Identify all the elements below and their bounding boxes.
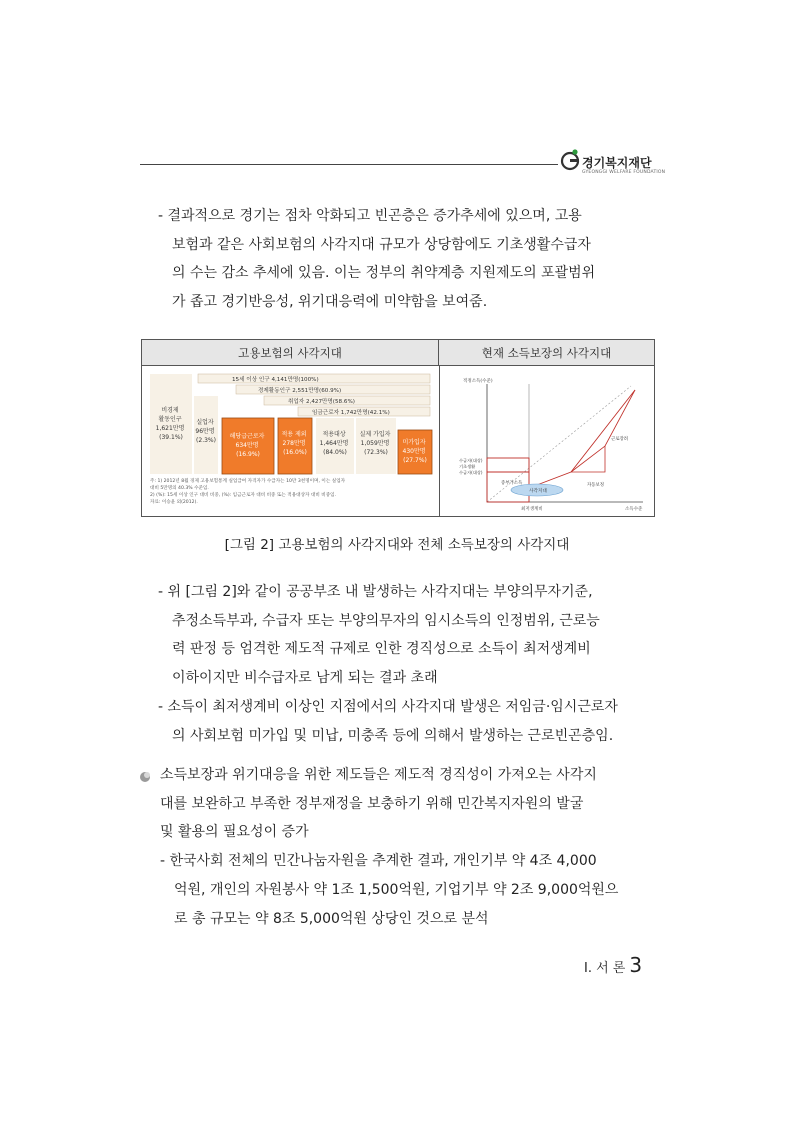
text-line: 의 수는 감소 추세에 있음. 이는 정부의 취약계층 지원제도의 포괄범위 — [172, 265, 596, 282]
text-line: 추정소득부과, 수급자 또는 부양의무자의 임시소득의 인정범위, 근로능 — [172, 612, 600, 629]
covered-label: 적용대상 1,464만명 (84.0%) — [319, 431, 349, 456]
y-axis-label: 적정소득(수준) — [463, 379, 493, 384]
x-axis-label: 소득수준 — [625, 507, 643, 512]
header-rule — [140, 164, 558, 165]
text-line: 보험과 같은 사회보험의 사각지대 규모가 상당함에도 기초생활수급자 — [172, 236, 591, 253]
area-label-1: 증부가소득 — [501, 481, 523, 486]
inactive-label: 비경제 활동인구 1,621만명 (39.1%) — [155, 407, 185, 441]
section-label: Ⅰ. 서 론 — [584, 961, 626, 976]
figure-left-title: 고용보험의 사각지대 — [142, 340, 439, 366]
bullet-icon — [139, 769, 153, 783]
text-line: 의 사회보험 미가입 및 미납, 미충족 등에 의해서 발생하는 근로빈곤층임. — [172, 727, 614, 744]
recipient-label: 수급자(대상) 기초생활 수급자(대상) — [459, 458, 483, 475]
income-security-diagram — [445, 370, 651, 514]
area-label-3: 근로장려 — [611, 437, 628, 442]
blind-spot-label: 사각지대 — [529, 489, 547, 494]
text-line: 억원, 개인의 자원봉사 약 1조 1,500억원, 기업기부 약 2조 9,000억원으 — [174, 881, 619, 898]
org-name: 경기복지재단 — [582, 156, 652, 170]
figure-divider — [439, 366, 440, 516]
band-population-label: 15세 이상 인구 4,141만명(100%) — [232, 377, 319, 383]
org-logo — [560, 146, 670, 180]
paragraph-1 — [158, 202, 595, 317]
page-number: 3 — [629, 953, 643, 977]
band-wage-label: 임금근로자 1,742만명(42.1%) — [312, 410, 390, 416]
nonwage-label: 해당급근로자 634만명 (16.9%) — [229, 433, 265, 458]
area-label-2: 자동보정 — [587, 483, 604, 488]
text-line: - 결과적으로 경기는 점차 악화되고 빈곤층은 증가추세에 있으며, 고용 — [158, 208, 582, 224]
page-footer — [584, 953, 642, 977]
text-line: - 한국사회 전체의 민간나눔자원을 추계한 결과, 개인기부 약 4조 4,000 — [160, 853, 597, 870]
text-line: - 소득이 최저생계비 이상인 지점에서의 사각지대 발생은 저임금·임시근로자 — [158, 698, 618, 715]
text-line: - 위 [그림 2]와 같이 공공부조 내 발생하는 사각지대는 부양의무자기준, — [158, 584, 593, 600]
figure-table — [141, 339, 655, 517]
figure-caption: [그림 2] 고용보험의 사각지대와 전체 소득보장의 사각지대 — [224, 537, 570, 553]
paragraph-2 — [158, 578, 618, 750]
org-sub: GYEONGGI WELFARE FOUNDATION — [582, 170, 666, 175]
text-line: 력 판정 등 엄격한 제도적 규제로 인한 경직성으로 소득이 최저생계비 — [172, 641, 591, 658]
employment-insurance-diagram — [148, 372, 434, 512]
figure-notes: 주: 1) 2012년 8월 경제 고용보험통계 실업급여 자격자가 수급자는 10만 3천명이며, 이는 실업자 대비 5만명의 40.3% 수준임. 2) (%): 15세 이상 인구 대비 비중, (%): 임금근로자 대비 비중 또는 적용대상자 대비 비중임. 자료: 이승윤 외(2012). — [150, 479, 346, 505]
figure-right-title: 현재 소득보장의 사각지대 — [439, 340, 654, 366]
excluded-label: 적용 제외 278만명 (16.0%) — [281, 431, 307, 456]
x-tick-label: 최저생계비 — [521, 507, 543, 512]
unemployed-column — [194, 396, 218, 474]
inactive-column — [150, 374, 192, 474]
paragraph-3 — [160, 761, 618, 933]
text-line: 소득보장과 위기대응을 위한 제도들은 제도적 경직성이 가져오는 사각지 — [160, 767, 597, 783]
band-economic-label: 경제활동인구 2,551만명(60.9%) — [258, 388, 342, 394]
text-line: 이하이지만 비수급자로 남게 되는 결과 초래 — [172, 670, 438, 687]
text-line: 및 활용의 필요성이 증가 — [160, 824, 309, 841]
unenrolled-label: 미가입자 430만명 (27.7%) — [402, 439, 427, 464]
band-employed-label: 취업자 2,427만명(58.6%) — [288, 399, 355, 405]
text-line: 대를 보완하고 부족한 정부재정을 보충하기 위해 민간복지자원의 발굴 — [160, 795, 584, 812]
recipient-box-upper — [487, 458, 529, 472]
text-line: 가 좁고 경기반응성, 위기대응력에 미약함을 보여줌. — [172, 294, 488, 311]
foundation-logo-icon — [560, 148, 580, 172]
unemployed-label: 실업자 96만명 (2.3%) — [195, 419, 216, 444]
text-line: 로 총 규모는 약 8조 5,000억원 상당인 것으로 분석 — [174, 910, 489, 927]
enrolled-label: 실제 가입자 1,059만명 (72.3%) — [359, 431, 391, 456]
